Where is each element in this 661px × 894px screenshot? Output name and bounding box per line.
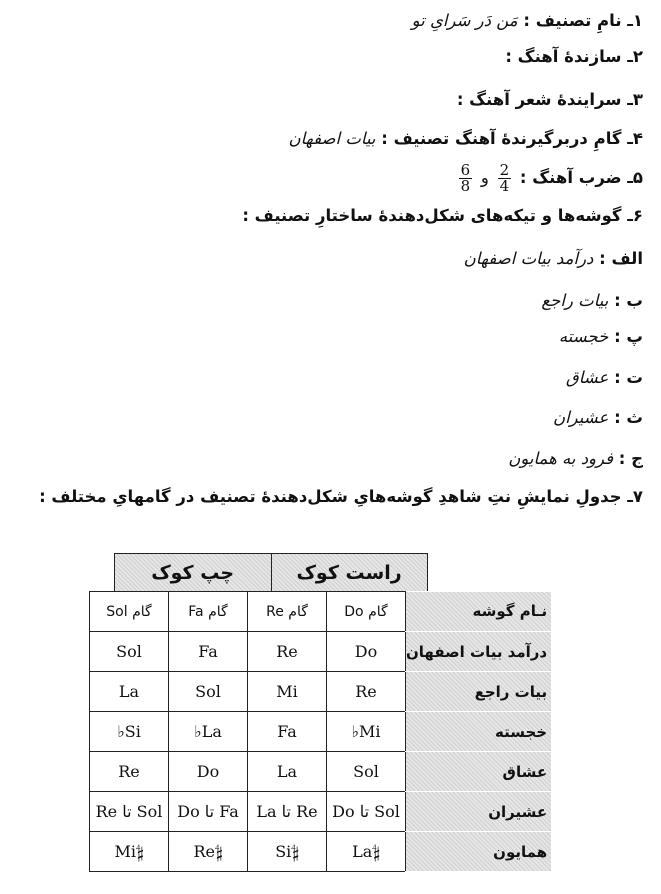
table-cell: La♭ — [169, 712, 248, 752]
table-cell: La𝄲 — [327, 832, 406, 872]
table-cell: Si𝄲 — [248, 832, 327, 872]
table-cell: Sol — [90, 632, 169, 672]
time-signature-2-4: $\frac{2}{4}$ — [499, 161, 510, 195]
table-cell: Fa تا Do — [169, 792, 248, 832]
group-chap-kuk: چپ کوک — [114, 553, 272, 591]
section-item — [559, 325, 643, 349]
table-cell: Do — [327, 632, 406, 672]
notes-table — [89, 553, 551, 872]
table-cell: Mi♭ — [327, 712, 406, 752]
line-composer — [505, 45, 643, 69]
table-cell: La — [90, 672, 169, 712]
section-letter: ث : — [614, 408, 643, 427]
row-label: بیات راجع — [406, 672, 552, 712]
section-item — [541, 289, 643, 313]
notes-grid — [89, 591, 551, 872]
section-item — [553, 406, 643, 430]
table-cell: Fa — [169, 632, 248, 672]
line-label: ۶ـ گوشه‌ها و تیکه‌های شکل‌دهندهٔ ساختارِ تصنیف : — [242, 206, 643, 225]
section-item — [508, 447, 643, 471]
section-letter: ب : — [614, 291, 643, 310]
section-letter: الف : — [599, 249, 643, 268]
section-letter: ت : — [614, 368, 643, 387]
table-row — [90, 632, 552, 672]
col-header: گام Do — [327, 592, 406, 632]
group-rast-kuk: راست کوک — [270, 553, 428, 591]
table-cell: Re — [248, 632, 327, 672]
col-header: گام Re — [248, 592, 327, 632]
section-value: عشیران — [552, 408, 609, 427]
table-cell: Sol تا Re — [90, 792, 169, 832]
line-scale — [288, 127, 643, 151]
table-row — [90, 832, 552, 872]
conjunction: و — [480, 168, 489, 187]
table-header-row — [90, 592, 552, 632]
table-cell: Re تا La — [248, 792, 327, 832]
section-value: خجسته — [558, 327, 609, 346]
row-label: همایون — [406, 832, 552, 872]
row-header-label: نـام گوشه — [406, 592, 552, 632]
table-cell: Mi𝄲 — [90, 832, 169, 872]
row-label: خجسته — [406, 712, 552, 752]
section-letter: پ : — [614, 327, 643, 346]
table-cell: Mi — [248, 672, 327, 712]
scale-value: بیات اصفهان — [288, 129, 376, 148]
section-item — [566, 366, 643, 390]
section-value: فرود به همایون — [508, 449, 614, 468]
table-row — [90, 792, 552, 832]
table-cell: Re — [90, 752, 169, 792]
table-row — [90, 712, 552, 752]
section-item — [464, 247, 643, 271]
line-structure — [242, 204, 643, 228]
col-header: گام Sol — [90, 592, 169, 632]
line-table-caption — [39, 485, 643, 509]
tuning-groups-row — [89, 553, 551, 591]
section-letter: ج : — [618, 449, 643, 468]
section-value: بیات راجع — [541, 291, 609, 310]
line-label: ۴ـ گامِ دربرگیرندهٔ آهنگ تصنیف : — [381, 129, 643, 148]
line-label: ۱ـ نامِ تصنیف : — [523, 11, 643, 30]
line-label: ۳ـ سرایندهٔ شعر آهنگ : — [456, 90, 643, 109]
time-signature-6-8: $\frac{6}{8}$ — [460, 161, 471, 195]
table-cell: Sol تا Do — [327, 792, 406, 832]
row-label: عشیران — [406, 792, 552, 832]
table-cell: Re — [327, 672, 406, 712]
song-name-value: مَن دَر سَرایِ تو — [411, 11, 518, 30]
line-label: ۲ـ سازندهٔ آهنگ : — [505, 47, 643, 66]
line-label: ۵ـ ضرب آهنگ : — [519, 168, 643, 187]
line-rhythm — [456, 158, 643, 198]
line-label: ۷ـ جدولِ نمایشِ نتِ شاهدِ گوشه‌هایِ شکل‌دهندهٔ تصنیف در گامهایِ مختلف : — [39, 487, 643, 506]
line-lyricist — [457, 88, 643, 112]
table-cell: Re𝄲 — [169, 832, 248, 872]
table-cell: Sol — [327, 752, 406, 792]
section-value: عشاق — [565, 368, 609, 387]
table-cell: Si♭ — [90, 712, 169, 752]
row-label: درآمد بیات اصفهان — [406, 632, 552, 672]
section-value: درآمد بیات اصفهان — [463, 249, 594, 268]
table-cell: Fa — [248, 712, 327, 752]
table-cell: Do — [169, 752, 248, 792]
col-header: گام Fa — [169, 592, 248, 632]
row-label: عشاق — [406, 752, 552, 792]
table-row — [90, 752, 552, 792]
table-row — [90, 672, 552, 712]
table-cell: La — [248, 752, 327, 792]
line-song-name — [412, 9, 643, 33]
table-cell: Sol — [169, 672, 248, 712]
